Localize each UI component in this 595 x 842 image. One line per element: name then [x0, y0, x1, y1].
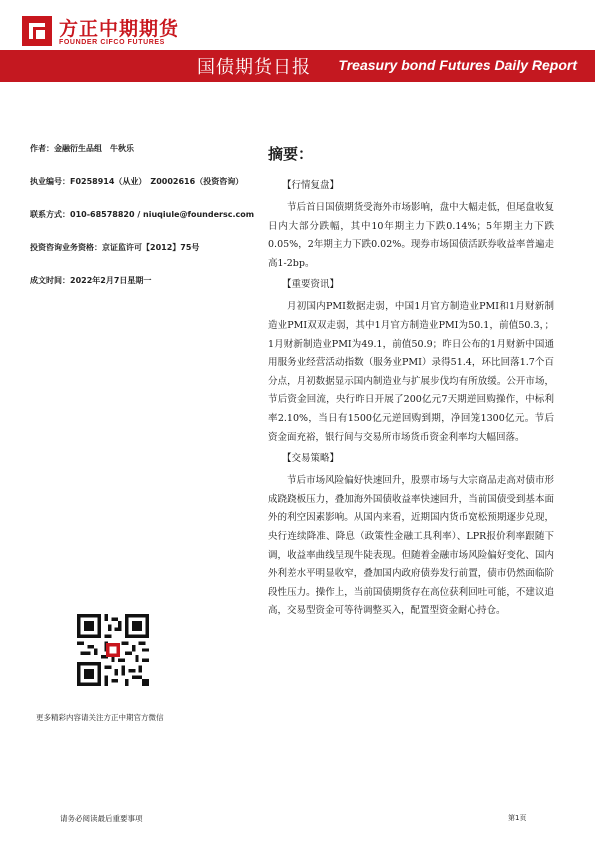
company-name-cn: 方正中期期货 [59, 18, 180, 40]
report-title-en: Treasury bond Futures Daily Report [338, 57, 577, 73]
page-number: 第1页 [508, 814, 527, 822]
section-heading-trading-strategy: 【交易策略】 [282, 453, 340, 465]
report-title-banner [0, 50, 595, 82]
company-logo [22, 12, 202, 52]
section-text-market-review: 节后首日国债期货受海外市场影响，盘中大幅走低，但尾盘收复日内大部分跌幅，其中10年期主力下跌0.14%；5年期主力下跌0.05%，2年期主力下跌0.02%。现券市场国债活跃券收益率普遍走高1-2bp。 [268, 202, 554, 269]
section-heading-key-news: 【重要资讯】 [282, 279, 340, 291]
contact-line: 联系方式：010-68578820 / niuqiule@foundersc.com [30, 210, 255, 219]
report-title-cn: 国债期货日报 [197, 57, 311, 78]
qr-caption: 更多精彩内容请关注方正中期官方微信 [36, 713, 164, 722]
section-text-trading-strategy: 节后市场风险偏好快速回升，股票市场与大宗商品走高对债市形成跷跷板压力，叠加海外国债收益率快速回升，当前国债受到基本面外的利空因素影响。从国内来看，近期国内货币宽松预期逐步兑现，央行连续降准、降息（政策性金融工具利率）、LPR报价利率跟随下调，收益率曲线呈现牛陡表现。但随着金融市场风险偏好变化、国内外利差水平明显收窄，叠加国内政府债券发行前置，债市仍然面临阶段性压力。操作上，当前国债期货存在高位获利回吐可能，不建议追高，交易型资金可等待调整买入，配置型资金耐心持仓。 [268, 475, 554, 617]
summary-body [268, 177, 554, 624]
disclaimer-note: 请务必阅读最后重要事项 [60, 814, 143, 823]
qualification-line: 投资咨询业务资格：京证监许可【2012】75号 [30, 243, 200, 252]
date-line: 成文时间：2022年2月7日星期一 [30, 276, 152, 285]
section-heading-market-review: 【行情复盘】 [282, 180, 340, 191]
author-info [30, 144, 260, 309]
company-logo-mark-icon [22, 16, 52, 46]
company-name-en: FOUNDER CIFCO FUTURES [59, 39, 165, 46]
section-text-key-news: 月初国内PMI数据走弱，中国1月官方制造业PMI和1月财新制造业PMI双双走弱，其中1月官方制造业PMI为50.1，前值50.3，；1月财新制造业PMI为49.1，前值50.9；昨日公布的1月财新中国通用服务业经营活动指数（服务业PMI）录得51.4，环比回落1.7个百分点，月初数据显示国内制造业与扩展步伐均有所放缓。公开市场，节后资金回流，央行昨日开展了200亿元7天期逆回购操作，中标利率2.10%，当日有1500亿元逆回购到期，净回笼1300亿元。节后资金面充裕，银行间与交易所市场货币资金利率均大幅回落。 [268, 301, 554, 443]
wechat-qr-code-icon[interactable] [77, 614, 149, 686]
summary-title: 摘要： [268, 145, 314, 163]
license-line: 执业编号：F0258914（从业） Z0002616（投资咨询） [30, 177, 244, 186]
author-line: 作者：金融衍生品组 牛秋乐 [30, 144, 134, 153]
